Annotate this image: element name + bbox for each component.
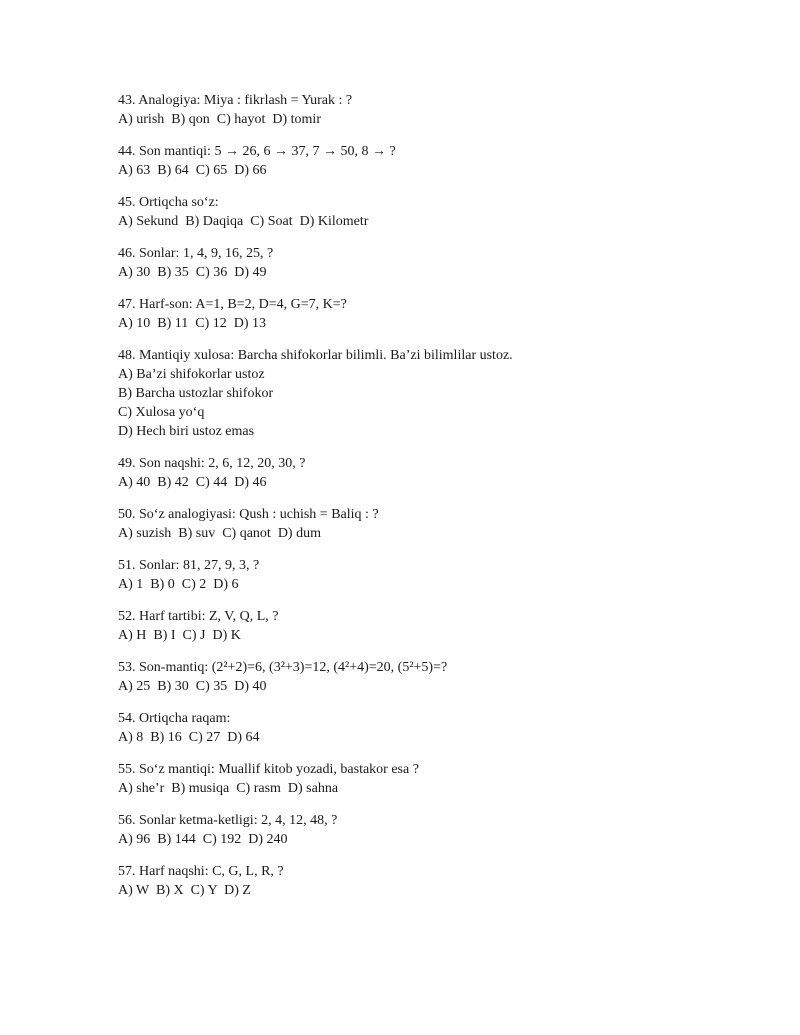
answer-options: A) 40 B) 42 C) 44 D) 46: [118, 475, 267, 490]
answer-options: D) Hech biri ustoz emas: [118, 424, 255, 439]
answer-options: A) H B) I C) J D) K: [118, 628, 241, 643]
question-block: [118, 295, 758, 333]
answer-options: A) Sekund B) Daqiqa C) Soat D) Kilometr: [118, 214, 369, 229]
question-text: 51. Sonlar: 81, 27, 9, 3, ?: [118, 558, 260, 573]
question-block: [118, 709, 758, 747]
question-text: 52. Harf tartibi: Z, V, Q, L, ?: [118, 609, 279, 624]
question-block: [118, 607, 758, 645]
answer-options: A) 1 B) 0 C) 2 D) 6: [118, 577, 239, 592]
question-block: [118, 811, 758, 849]
question-block: [118, 142, 758, 180]
answer-options: B) Barcha ustozlar shifokor: [118, 386, 274, 401]
question-text: 45. Ortiqcha so‘z:: [118, 195, 219, 210]
answer-options: A) 8 B) 16 C) 27 D) 64: [118, 730, 260, 745]
answer-options: A) 96 B) 144 C) 192 D) 240: [118, 832, 288, 847]
question-block: [118, 505, 758, 543]
question-text: 54. Ortiqcha raqam:: [118, 711, 231, 726]
answer-options: C) Xulosa yo‘q: [118, 405, 205, 420]
answer-options: A) 10 B) 11 C) 12 D) 13: [118, 316, 267, 331]
answer-options: A) 30 B) 35 C) 36 D) 49: [118, 265, 267, 280]
question-text: 55. So‘z mantiqi: Muallif kitob yozadi, bastakor esa ?: [118, 762, 419, 777]
question-block: [118, 556, 758, 594]
question-text: 53. Son-mantiq: (2²+2)=6, (3²+3)=12, (4²+4)=20, (5²+5)=?: [118, 660, 448, 675]
question-block: [118, 91, 758, 129]
question-text: 47. Harf-son: A=1, B=2, D=4, G=7, K=?: [118, 297, 347, 312]
question-block: [118, 346, 758, 441]
question-text: 43. Analogiya: Miya : fikrlash = Yurak : ?: [118, 93, 353, 108]
answer-options: A) W B) X C) Y D) Z: [118, 883, 251, 898]
question-text: 57. Harf naqshi: C, G, L, R, ?: [118, 864, 284, 879]
question-block: [118, 244, 758, 282]
question-block: [118, 193, 758, 231]
question-block: [118, 760, 758, 798]
answer-options: A) 63 B) 64 C) 65 D) 66: [118, 163, 267, 178]
question-block: [118, 658, 758, 696]
answer-options: A) she’r B) musiqa C) rasm D) sahna: [118, 781, 339, 796]
answer-options: A) urish B) qon C) hayot D) tomir: [118, 112, 321, 127]
answer-options: A) 25 B) 30 C) 35 D) 40: [118, 679, 267, 694]
question-text: 50. So‘z analogiyasi: Qush : uchish = Baliq : ?: [118, 507, 379, 522]
question-block: [118, 454, 758, 492]
answer-options: A) Ba’zi shifokorlar ustoz: [118, 367, 265, 382]
question-text: 56. Sonlar ketma-ketligi: 2, 4, 12, 48, ?: [118, 813, 338, 828]
question-text: 46. Sonlar: 1, 4, 9, 16, 25, ?: [118, 246, 274, 261]
answer-options: A) suzish B) suv C) qanot D) dum: [118, 526, 321, 541]
document-page: [118, 91, 758, 913]
question-text: 49. Son naqshi: 2, 6, 12, 20, 30, ?: [118, 456, 306, 471]
question-block: [118, 862, 758, 900]
question-text: 44. Son mantiqi: 5 → 26, 6 → 37, 7 → 50, 8 → ?: [118, 144, 396, 159]
question-text: 48. Mantiqiy xulosa: Barcha shifokorlar bilimli. Ba’zi bilimlilar ustoz.: [118, 348, 513, 363]
